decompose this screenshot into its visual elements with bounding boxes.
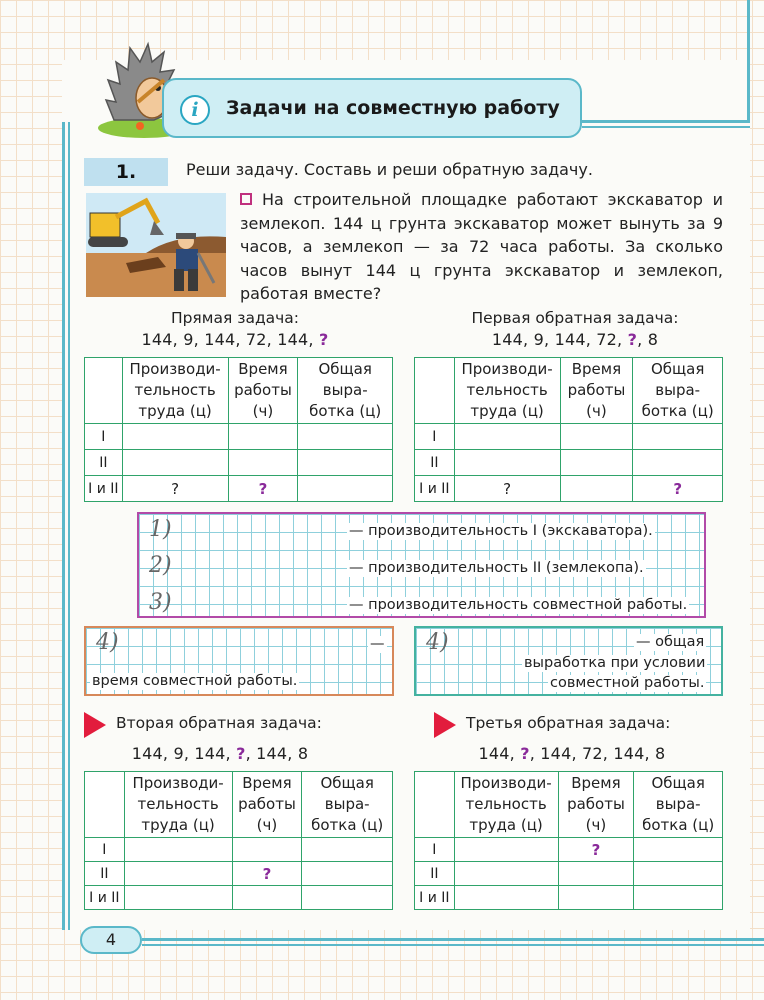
construction-site-illustration — [86, 193, 226, 297]
table-cell[interactable] — [634, 862, 723, 886]
table-cell[interactable] — [232, 886, 302, 910]
table-cell[interactable]: ? — [558, 838, 634, 862]
frame-left-line — [62, 122, 65, 930]
col-output-header: Общая выра- ботка (ц) — [633, 358, 723, 424]
row-label: I — [85, 838, 125, 862]
table-cell[interactable]: ? — [228, 476, 298, 502]
table-cell[interactable] — [124, 886, 232, 910]
row-label: II — [415, 862, 455, 886]
step-4-time-grid[interactable] — [84, 626, 394, 696]
solution-steps-grid[interactable] — [137, 512, 706, 618]
table-cell[interactable] — [454, 886, 558, 910]
row-label: II — [415, 450, 455, 476]
table-cell[interactable] — [454, 450, 560, 476]
step-4a-number: 4) — [96, 630, 119, 655]
table-cell[interactable]: ? — [232, 862, 302, 886]
inverse3-task-sequence — [462, 744, 682, 763]
table-corner — [85, 772, 125, 838]
table-cell[interactable] — [634, 886, 723, 910]
row-label: II — [85, 862, 125, 886]
inverse2-seq-values: 144, 9, 144, — [131, 744, 237, 763]
arrow-marker-icon — [434, 712, 456, 738]
table-cell[interactable] — [302, 886, 393, 910]
step-2-number: 2) — [149, 553, 172, 578]
direct-task-sequence — [120, 330, 350, 349]
col-productivity-header: Производи- тельность труда (ц) — [454, 358, 560, 424]
info-icon: i — [180, 95, 210, 125]
table-cell[interactable] — [558, 862, 634, 886]
frame-bottom-line — [142, 938, 764, 941]
table-cell[interactable] — [560, 424, 633, 450]
col-time-header: Время работы (ч) — [560, 358, 633, 424]
table-cell[interactable]: ? — [454, 476, 560, 502]
col-output-header: Общая выра- ботка (ц) — [298, 358, 393, 424]
table-cell[interactable] — [124, 862, 232, 886]
table-corner — [415, 358, 455, 424]
table-cell[interactable] — [302, 838, 393, 862]
row-label: II — [85, 450, 123, 476]
inverse3-task-table — [414, 771, 723, 910]
step-4a-dash: — — [370, 636, 385, 652]
direct-task-table — [84, 357, 393, 502]
inverse2-task-label: Вторая обратная задача: — [116, 714, 322, 732]
table-cell[interactable] — [454, 838, 558, 862]
table-cell[interactable] — [228, 450, 298, 476]
col-productivity-header: Производи- тельность труда (ц) — [454, 772, 558, 838]
problem-text — [240, 188, 723, 306]
table-cell[interactable]: ? — [633, 476, 723, 502]
table-corner — [85, 358, 123, 424]
table-cell[interactable] — [298, 450, 393, 476]
col-productivity-header: Производи- тельность труда (ц) — [124, 772, 232, 838]
arrow-marker-icon — [84, 712, 106, 738]
inverse3-seq-question: ? — [520, 744, 530, 763]
row-label: I и II — [85, 886, 125, 910]
table-cell[interactable] — [298, 424, 393, 450]
checkbox-square-icon — [240, 193, 252, 205]
table-cell[interactable] — [122, 450, 228, 476]
page-number: 4 — [80, 926, 142, 954]
table-corner — [415, 772, 455, 838]
step-4b-line1: — общая — [636, 634, 705, 650]
col-output-header: Общая выра- ботка (ц) — [634, 772, 723, 838]
step-3-number: 3) — [149, 590, 172, 615]
step-4b-line2: выработка при условии — [524, 655, 706, 671]
step-4a-text: время совместной работы. — [92, 673, 298, 689]
inverse1-seq-values: 144, 9, 144, 72, — [491, 330, 628, 349]
step-3-text: — производительность совместной работы. — [349, 597, 688, 613]
table-cell[interactable] — [560, 450, 633, 476]
col-time-header: Время работы (ч) — [558, 772, 634, 838]
table-cell[interactable] — [232, 838, 302, 862]
col-time-header: Время работы (ч) — [228, 358, 298, 424]
table-cell[interactable] — [454, 862, 558, 886]
inverse1-task-table — [414, 357, 723, 502]
inverse2-task-table — [84, 771, 393, 910]
step-1-number: 1) — [149, 517, 172, 542]
frame-left-line-inner — [68, 122, 70, 930]
step-4b-number: 4) — [426, 630, 449, 655]
table-cell[interactable] — [228, 424, 298, 450]
step-4-output-grid[interactable] — [414, 626, 723, 696]
inverse1-seq-tail: , 8 — [637, 330, 659, 349]
inverse3-seq-values: 144, — [478, 744, 521, 763]
row-label: I — [85, 424, 123, 450]
col-output-header: Общая выра- ботка (ц) — [302, 772, 393, 838]
inverse2-seq-question: ? — [236, 744, 246, 763]
table-cell[interactable]: ? — [122, 476, 228, 502]
task-instruction: Реши задачу. Составь и реши обратную задачу. — [186, 160, 593, 179]
problem-body: На строительной площадке работают экскаватор и землекоп. 144 ц грунта экскаватор может вынуть за 9 часов, а землекоп — за 72 часа работы. За сколько часов вынут 144 ц грунта экскаватор и землекоп, работая вместе? — [240, 190, 723, 303]
table-cell[interactable] — [298, 476, 393, 502]
row-label: I — [415, 424, 455, 450]
table-cell[interactable] — [558, 886, 634, 910]
step-2-text: — производительность II (землекопа). — [349, 560, 644, 576]
inverse1-task-label: Первая обратная задача: — [471, 309, 679, 327]
frame-top-line-inner — [582, 126, 750, 128]
col-time-header: Время работы (ч) — [232, 772, 302, 838]
row-label: I и II — [415, 886, 455, 910]
table-cell[interactable] — [454, 424, 560, 450]
table-cell[interactable] — [124, 838, 232, 862]
direct-seq-question: ? — [318, 330, 329, 349]
inverse2-task-sequence — [120, 744, 320, 763]
inverse1-task-sequence — [430, 330, 720, 349]
page-title: Задачи на совместную работу — [226, 97, 560, 119]
frame-bottom-line-inner — [142, 944, 764, 946]
table-cell[interactable] — [633, 450, 723, 476]
inverse1-seq-question: ? — [627, 330, 638, 349]
row-label: I и II — [85, 476, 123, 502]
row-label: I и II — [415, 476, 455, 502]
table-cell[interactable] — [302, 862, 393, 886]
table-cell[interactable] — [560, 476, 633, 502]
direct-seq-values: 144, 9, 144, 72, 144, — [141, 330, 319, 349]
frame-top-line — [582, 120, 750, 123]
col-productivity-header: Производи- тельность труда (ц) — [122, 358, 228, 424]
task-number: 1. — [84, 158, 168, 186]
inverse2-seq-tail: , 144, 8 — [245, 744, 309, 763]
step-4b-line3: совместной работы. — [550, 675, 705, 691]
frame-right-line — [747, 0, 750, 122]
table-cell[interactable] — [122, 424, 228, 450]
step-1-text: — производительность I (экскаватора). — [349, 523, 653, 539]
inverse3-seq-tail: , 144, 72, 144, 8 — [529, 744, 666, 763]
section-header — [162, 78, 582, 138]
table-cell[interactable] — [634, 838, 723, 862]
row-label: I — [415, 838, 455, 862]
inverse3-task-label: Третья обратная задача: — [466, 714, 671, 732]
direct-task-label: Прямая задача: — [170, 309, 300, 327]
table-cell[interactable] — [633, 424, 723, 450]
